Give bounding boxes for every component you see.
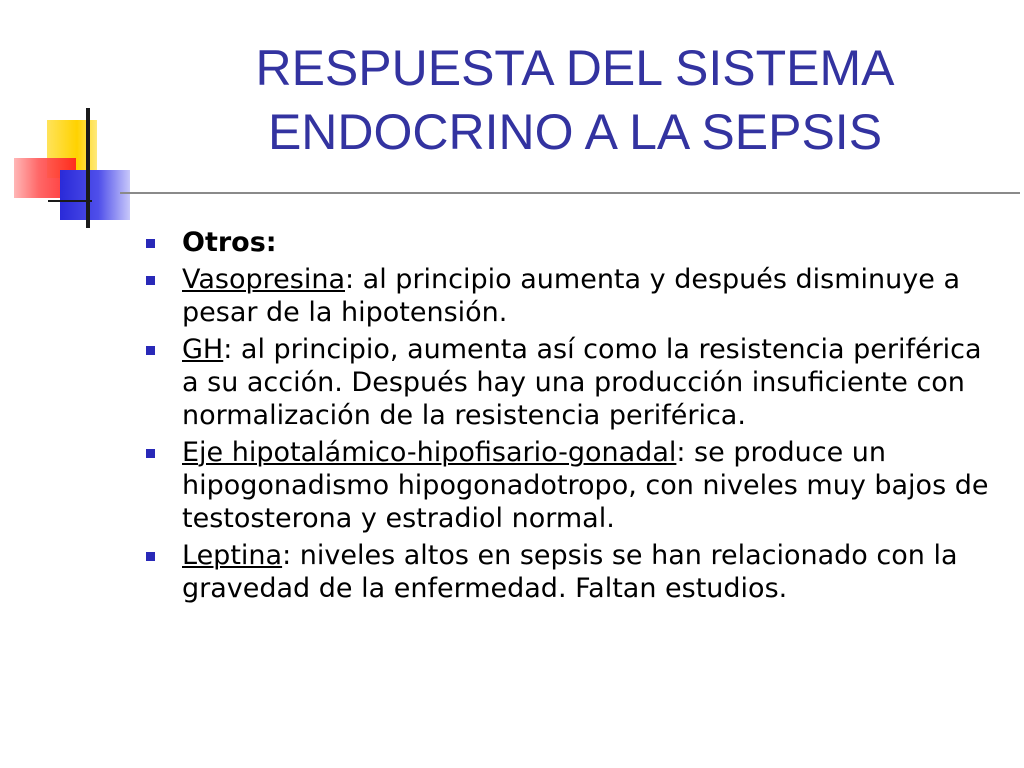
bullet-text: : se produce un hipogonadismo hipogonadotropo, con niveles muy bajos de testosterona y estradiol normal. (182, 437, 989, 534)
bullet-term: Eje hipotalámico-hipofisario-gonadal (182, 437, 677, 468)
list-item (142, 436, 992, 535)
list-item (142, 333, 992, 432)
bullet-term: Leptina (182, 540, 283, 571)
slide-title (180, 36, 970, 164)
list-item (142, 226, 992, 259)
bullet-list (142, 226, 992, 609)
short-horizontal-rule (48, 200, 92, 202)
title-divider-line (120, 192, 1020, 194)
vertical-rule (86, 108, 90, 228)
decorative-squares-graphic (0, 0, 160, 240)
bullet-term: GH (182, 334, 224, 365)
bullet-heading: Otros: (182, 227, 277, 258)
title-line-2: ENDOCRINO A LA SEPSIS (267, 104, 883, 160)
bullet-term: Vasopresina (182, 264, 345, 295)
square-bullet-icon (146, 346, 155, 355)
bullet-text: : niveles altos en sepsis se han relacionado con la gravedad de la enfermedad. Faltan estudios. (182, 540, 958, 604)
list-item (142, 539, 992, 605)
blue-square (60, 170, 130, 220)
bullet-text: : al principio aumenta y después disminuye a pesar de la hipotensión. (182, 264, 960, 328)
square-bullet-icon (146, 239, 155, 248)
title-line-1: RESPUESTA DEL SISTEMA (255, 40, 895, 96)
square-bullet-icon (146, 449, 155, 458)
square-bullet-icon (146, 276, 155, 285)
bullet-text: : al principio, aumenta así como la resistencia periférica a su acción. Después hay una producción insuficiente con normalización de la resistencia periférica. (182, 334, 982, 431)
square-bullet-icon (146, 552, 155, 561)
list-item (142, 263, 992, 329)
